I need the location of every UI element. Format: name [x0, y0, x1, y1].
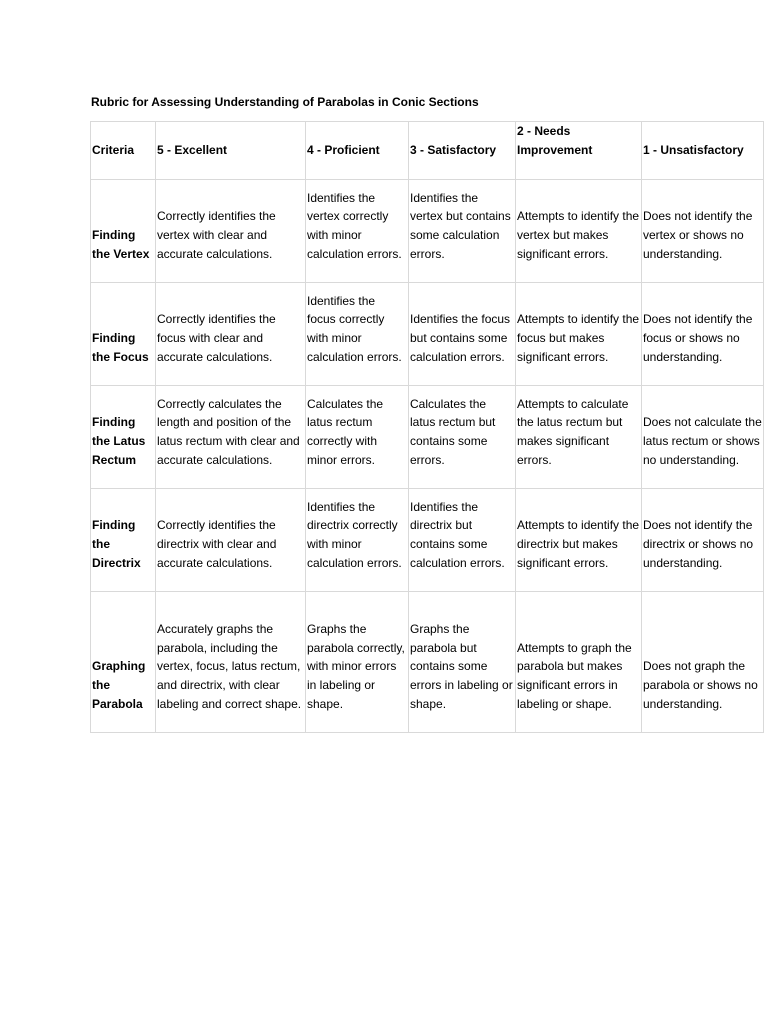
table-cell: Correctly identifies the vertex with clear and accurate calculations.: [156, 180, 306, 283]
table-row: [91, 180, 764, 283]
header-satisfactory: 3 - Satisfactory: [409, 122, 516, 180]
table-cell: Accurately graphs the parabola, including the vertex, focus, latus rectum, and directrix, with clear labeling and correct shape.: [156, 592, 306, 733]
table-cell: Calculates the latus rectum but contains some errors.: [409, 386, 516, 489]
table-row: [91, 489, 764, 592]
table-cell: Attempts to identify the focus but makes significant errors.: [516, 283, 642, 386]
table-cell: Identifies the focus correctly with minor calculation errors.: [306, 283, 409, 386]
table-cell: Attempts to graph the parabola but makes significant errors in labeling or shape.: [516, 592, 642, 733]
table-cell: Does not graph the parabola or shows no understanding.: [642, 592, 764, 733]
table-cell: Does not identify the vertex or shows no understanding.: [642, 180, 764, 283]
table-cell: Identifies the vertex correctly with minor calculation errors.: [306, 180, 409, 283]
table-row: [91, 592, 764, 733]
table-cell: Correctly identifies the focus with clear and accurate calculations.: [156, 283, 306, 386]
criterion-cell: Graphing the Parabola: [91, 592, 156, 733]
table-cell: Attempts to identify the directrix but makes significant errors.: [516, 489, 642, 592]
table-cell: Identifies the directrix correctly with minor calculation errors.: [306, 489, 409, 592]
table-cell: Correctly calculates the length and position of the latus rectum with clear and accurate calculations.: [156, 386, 306, 489]
header-unsatisfactory: 1 - Unsatisfactory: [642, 122, 764, 180]
table-cell: Does not identify the focus or shows no understanding.: [642, 283, 764, 386]
header-proficient: 4 - Proficient: [306, 122, 409, 180]
header-row: [91, 122, 764, 180]
table-cell: Calculates the latus rectum correctly with minor errors.: [306, 386, 409, 489]
table-row: [91, 283, 764, 386]
table-cell: Does not identify the directrix or shows no understanding.: [642, 489, 764, 592]
table-cell: Does not calculate the latus rectum or shows no understanding.: [642, 386, 764, 489]
table-row: [91, 386, 764, 489]
table-cell: Identifies the directrix but contains some calculation errors.: [409, 489, 516, 592]
header-needs-improvement: 2 - Needs Improvement: [516, 122, 642, 180]
table-cell: Attempts to identify the vertex but makes significant errors.: [516, 180, 642, 283]
header-criteria: Criteria: [91, 122, 156, 180]
table-cell: Identifies the focus but contains some calculation errors.: [409, 283, 516, 386]
criterion-cell: Finding the Directrix: [91, 489, 156, 592]
criterion-cell: Finding the Vertex: [91, 180, 156, 283]
table-cell: Correctly identifies the directrix with clear and accurate calculations.: [156, 489, 306, 592]
criterion-cell: Finding the Latus Rectum: [91, 386, 156, 489]
rubric-table: [90, 121, 764, 733]
criterion-cell: Finding the Focus: [91, 283, 156, 386]
document-title: Rubric for Assessing Understanding of Parabolas in Conic Sections: [91, 95, 479, 109]
header-excellent: 5 - Excellent: [156, 122, 306, 180]
table-cell: Attempts to calculate the latus rectum but makes significant errors.: [516, 386, 642, 489]
table-cell: Identifies the vertex but contains some calculation errors.: [409, 180, 516, 283]
table-cell: Graphs the parabola but contains some errors in labeling or shape.: [409, 592, 516, 733]
table-cell: Graphs the parabola correctly, with minor errors in labeling or shape.: [306, 592, 409, 733]
